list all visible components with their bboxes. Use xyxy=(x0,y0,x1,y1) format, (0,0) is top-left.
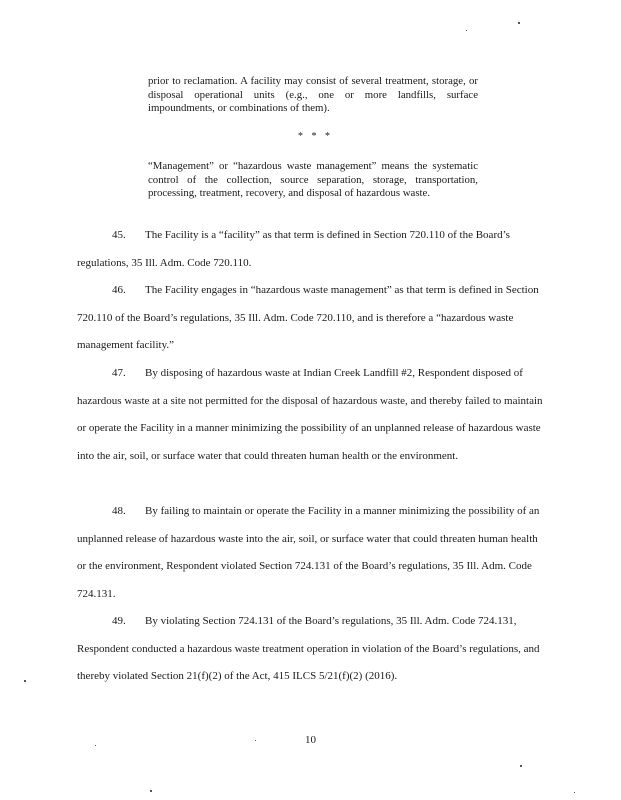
paragraph-47 xyxy=(77,360,547,470)
scan-speck xyxy=(520,765,522,767)
scan-speck xyxy=(466,30,467,31)
paragraph-text: The Facility engages in “hazardous waste management” as that term is defined in Section 720.110 of the Board’s regulations, 35 Ill. Adm. Code 720.110, and is therefore a “hazardous waste management facility.” xyxy=(77,284,539,352)
scan-speck xyxy=(24,680,26,682)
paragraph-text: By failing to maintain or operate the Facility in a manner minimizing the possibility of an unplanned release of hazardous waste into the air, soil, or surface water that could threaten human health or the environment, Respondent violated Section 724.131 of the Board’s regulations, 35 Ill. Adm. Code 724.131. xyxy=(77,505,540,600)
page-number: 10 xyxy=(305,734,316,746)
paragraph-46 xyxy=(77,277,547,360)
paragraph-number: 46. xyxy=(112,284,126,296)
quote-paragraph-2: “Management” or “hazardous waste management” means the systematic control of the collection, source separation, storage, transportation, processing, treatment, recovery, and disposal of hazardous waste. xyxy=(148,160,478,199)
scan-speck xyxy=(95,745,96,746)
scan-speck xyxy=(574,792,575,793)
paragraph-text: The Facility is a “facility” as that term is defined in Section 720.110 of the Board’s regulations, 35 Ill. Adm. Code 720.110. xyxy=(77,229,510,269)
paragraph-text: By violating Section 724.131 of the Board’s regulations, 35 Ill. Adm. Code 724.131, Respondent conducted a hazardous waste treatment operation in violation of the Board’s regulations, and thereby violated Section 21(f)(2) of the Act, 415 ILCS 5/21(f)(2) (2016). xyxy=(77,615,540,683)
paragraph-45 xyxy=(77,222,547,277)
section-break-stars: * * * xyxy=(298,131,333,142)
paragraph-48 xyxy=(77,498,547,608)
paragraph-text: By disposing of hazardous waste at Indian Creek Landfill #2, Respondent disposed of hazardous waste at a site not permitted for the disposal of hazardous waste, and thereby failed to maintain or operate the Facility in a manner minimizing the possibility of an unplanned release of hazardous waste into the air, soil, or surface water that could threaten human health or the environment. xyxy=(77,367,543,462)
scan-speck xyxy=(518,22,520,24)
paragraph-number: 49. xyxy=(112,615,126,627)
paragraph-number: 45. xyxy=(112,229,126,241)
paragraph-number: 48. xyxy=(112,505,126,517)
paragraph-49 xyxy=(77,608,547,691)
scan-speck xyxy=(255,740,256,741)
scan-speck xyxy=(150,790,152,792)
quote-paragraph-1: prior to reclamation. A facility may consist of several treatment, storage, or disposal operational units (e.g., one or more landfills, surface impoundments, or combinations of them). xyxy=(148,75,478,114)
paragraph-number: 47. xyxy=(112,367,126,379)
